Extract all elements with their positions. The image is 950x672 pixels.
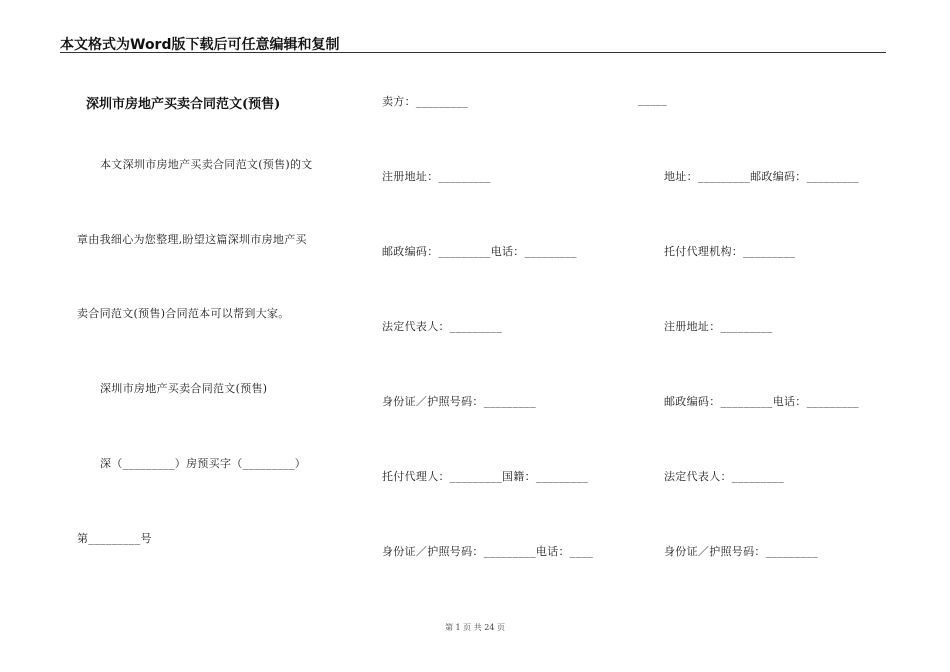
registered-address-field: 注册地址：_________ — [664, 320, 773, 333]
header-divider — [60, 52, 886, 53]
seller-postal-phone-field: 邮政编码：_________电话：_________ — [382, 245, 577, 258]
intro-line-2: 章由我细心为您整理,盼望这篇深圳市房地产买 — [77, 233, 307, 246]
contract-number: 第_________号 — [77, 532, 152, 545]
document-header-title: 本文格式为Word版下载后可任意编辑和复制 — [60, 37, 340, 53]
contract-reference: 深（_________）房预买字（_________） — [100, 457, 307, 470]
postal-phone-field: 邮政编码：_________电话：_________ — [664, 395, 859, 408]
document-title: 深圳市房地产买卖合同范文(预售) — [86, 97, 281, 112]
agency-field: 托付代理机构：_________ — [664, 245, 796, 258]
seller-registered-address-field: 注册地址：_________ — [382, 170, 491, 183]
address-postal-field: 地址：_________邮政编码：_________ — [664, 170, 859, 183]
seller-id-passport-field: 身份证／护照号码：_________ — [382, 395, 536, 408]
id-passport-field: 身份证／护照号码：_________ — [664, 545, 818, 558]
legal-representative-field: 法定代表人：_________ — [664, 470, 784, 483]
seller-legal-representative-field: 法定代表人：_________ — [382, 320, 502, 333]
blank-continuation: _____ — [638, 93, 667, 106]
seller-agent-nationality-field: 托付代理人：_________国籍：_________ — [382, 470, 589, 483]
seller-agent-id-phone-field: 身份证／护照号码：_________电话：____ — [382, 545, 593, 558]
contract-subtitle: 深圳市房地产买卖合同范文(预售) — [100, 382, 268, 395]
intro-line-1: 本文深圳市房地产买卖合同范文(预售)的文 — [100, 158, 313, 171]
page-number: 第 1 页 共 24 页 — [445, 623, 505, 632]
intro-line-3: 卖合同范文(预售)合同范本可以帮到大家。 — [77, 307, 290, 320]
seller-field: 卖方：_________ — [382, 95, 469, 108]
